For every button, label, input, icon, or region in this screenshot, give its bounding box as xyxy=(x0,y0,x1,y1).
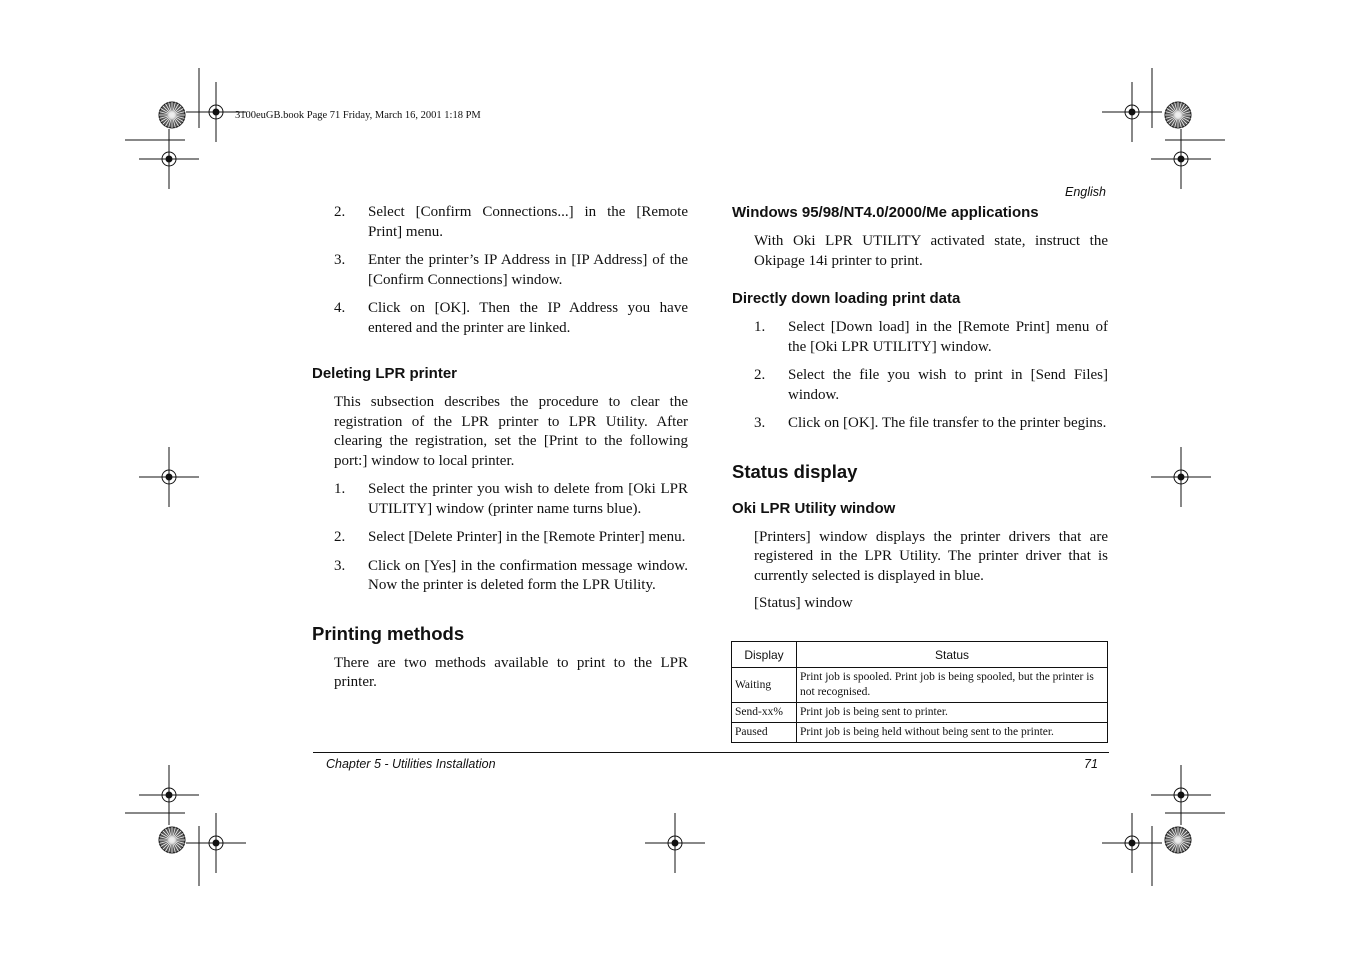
chapter-title: Chapter 5 - Utilities Installation xyxy=(326,757,496,771)
table-cell-status: Print job is being sent to printer. xyxy=(797,703,1108,723)
table-header-display: Display xyxy=(732,642,797,668)
list-item: 3. Click on [Yes] in the confirmation message window. Now the printer is deleted form the LPR Utility. xyxy=(334,557,688,593)
status-display-heading: Status display xyxy=(732,460,858,482)
table-cell-display: Waiting xyxy=(732,668,797,703)
printing-methods-heading: Printing methods xyxy=(312,622,465,644)
footer-rule xyxy=(313,752,1109,753)
direct-download-heading: Directly down loading print data xyxy=(732,290,961,307)
page-number: 71 xyxy=(1084,757,1098,771)
deleting-lpr-heading: Deleting LPR printer xyxy=(312,365,458,382)
crosshair-mark xyxy=(1178,792,1184,798)
table-header-status: Status xyxy=(797,642,1108,668)
table-cell-display: Paused xyxy=(732,723,797,743)
deleting-paragraph: This subsection describes the procedure to clear the registration of the LPR printer to LPR Utility. After clearing the registration, set the [Print to the following port:] window to local printer. xyxy=(334,394,688,469)
crosshair-mark xyxy=(166,792,172,798)
list-item: 1. Select the printer you wish to delete from [Oki LPR UTILITY] window (printer name turns blue). xyxy=(334,481,688,517)
list-item: 2. Select [Confirm Connections...] in the [Remote Print] menu. xyxy=(334,204,688,240)
crosshair-mark xyxy=(1129,840,1135,846)
language-label: English xyxy=(1065,185,1106,199)
table-row xyxy=(732,703,1108,723)
windows-paragraph: With Oki LPR UTILITY activated state, instruct the Okipage 14i printer to print. xyxy=(754,233,1108,269)
crosshair-mark xyxy=(1129,109,1135,115)
table-header-row xyxy=(732,642,1108,668)
table-cell-status: Print job is spooled. Print job is being spooled, but the printer is not recognised. xyxy=(797,668,1108,703)
status-window-label: [Status] window xyxy=(754,595,853,611)
crosshair-mark xyxy=(166,156,172,162)
oki-utility-window-heading: Oki LPR Utility window xyxy=(732,499,896,517)
list-item: 2. Select the file you wish to print in [Send Files] window. xyxy=(754,367,1108,403)
right-column xyxy=(732,203,1108,614)
crosshair-mark xyxy=(672,840,678,846)
list-item: 3. Click on [OK]. The file transfer to the printer begins. xyxy=(754,415,1107,431)
table-cell-status: Print job is being held without being sent to the printer. xyxy=(797,723,1108,743)
printing-paragraph: There are two methods available to print to the LPR printer. xyxy=(334,654,688,690)
crosshair-mark xyxy=(1178,474,1184,480)
status-table xyxy=(731,641,1108,743)
windows-apps-heading: Windows 95/98/NT4.0/2000/Me applications xyxy=(732,204,1039,221)
left-column xyxy=(312,203,688,693)
crosshair-mark xyxy=(213,840,219,846)
table-row xyxy=(732,668,1108,703)
list-item: 1. Select [Down load] in the [Remote Print] menu of the [Oki LPR UTILITY] window. xyxy=(754,319,1108,355)
table-cell-display: Send-xx% xyxy=(732,703,797,723)
crosshair-mark xyxy=(166,474,172,480)
list-item: 4. Click on [OK]. Then the IP Address you have entered and the printer are linked. xyxy=(334,300,688,336)
crosshair-mark xyxy=(1178,156,1184,162)
list-item: 2. Select [Delete Printer] in the [Remote Printer] menu. xyxy=(334,529,686,545)
crosshair-mark xyxy=(213,109,219,115)
list-item: 3. Enter the printer’s IP Address in [IP Address] of the [Confirm Connections] window. xyxy=(334,252,688,288)
oki-paragraph: [Printers] window displays the printer drivers that are registered in the LPR Utility. The printer driver that is currently selected is displayed in blue. xyxy=(754,528,1108,584)
table-row xyxy=(732,723,1108,743)
book-info: 3100euGB.book Page 71 Friday, March 16, 2001 1:18 PM xyxy=(235,110,481,121)
